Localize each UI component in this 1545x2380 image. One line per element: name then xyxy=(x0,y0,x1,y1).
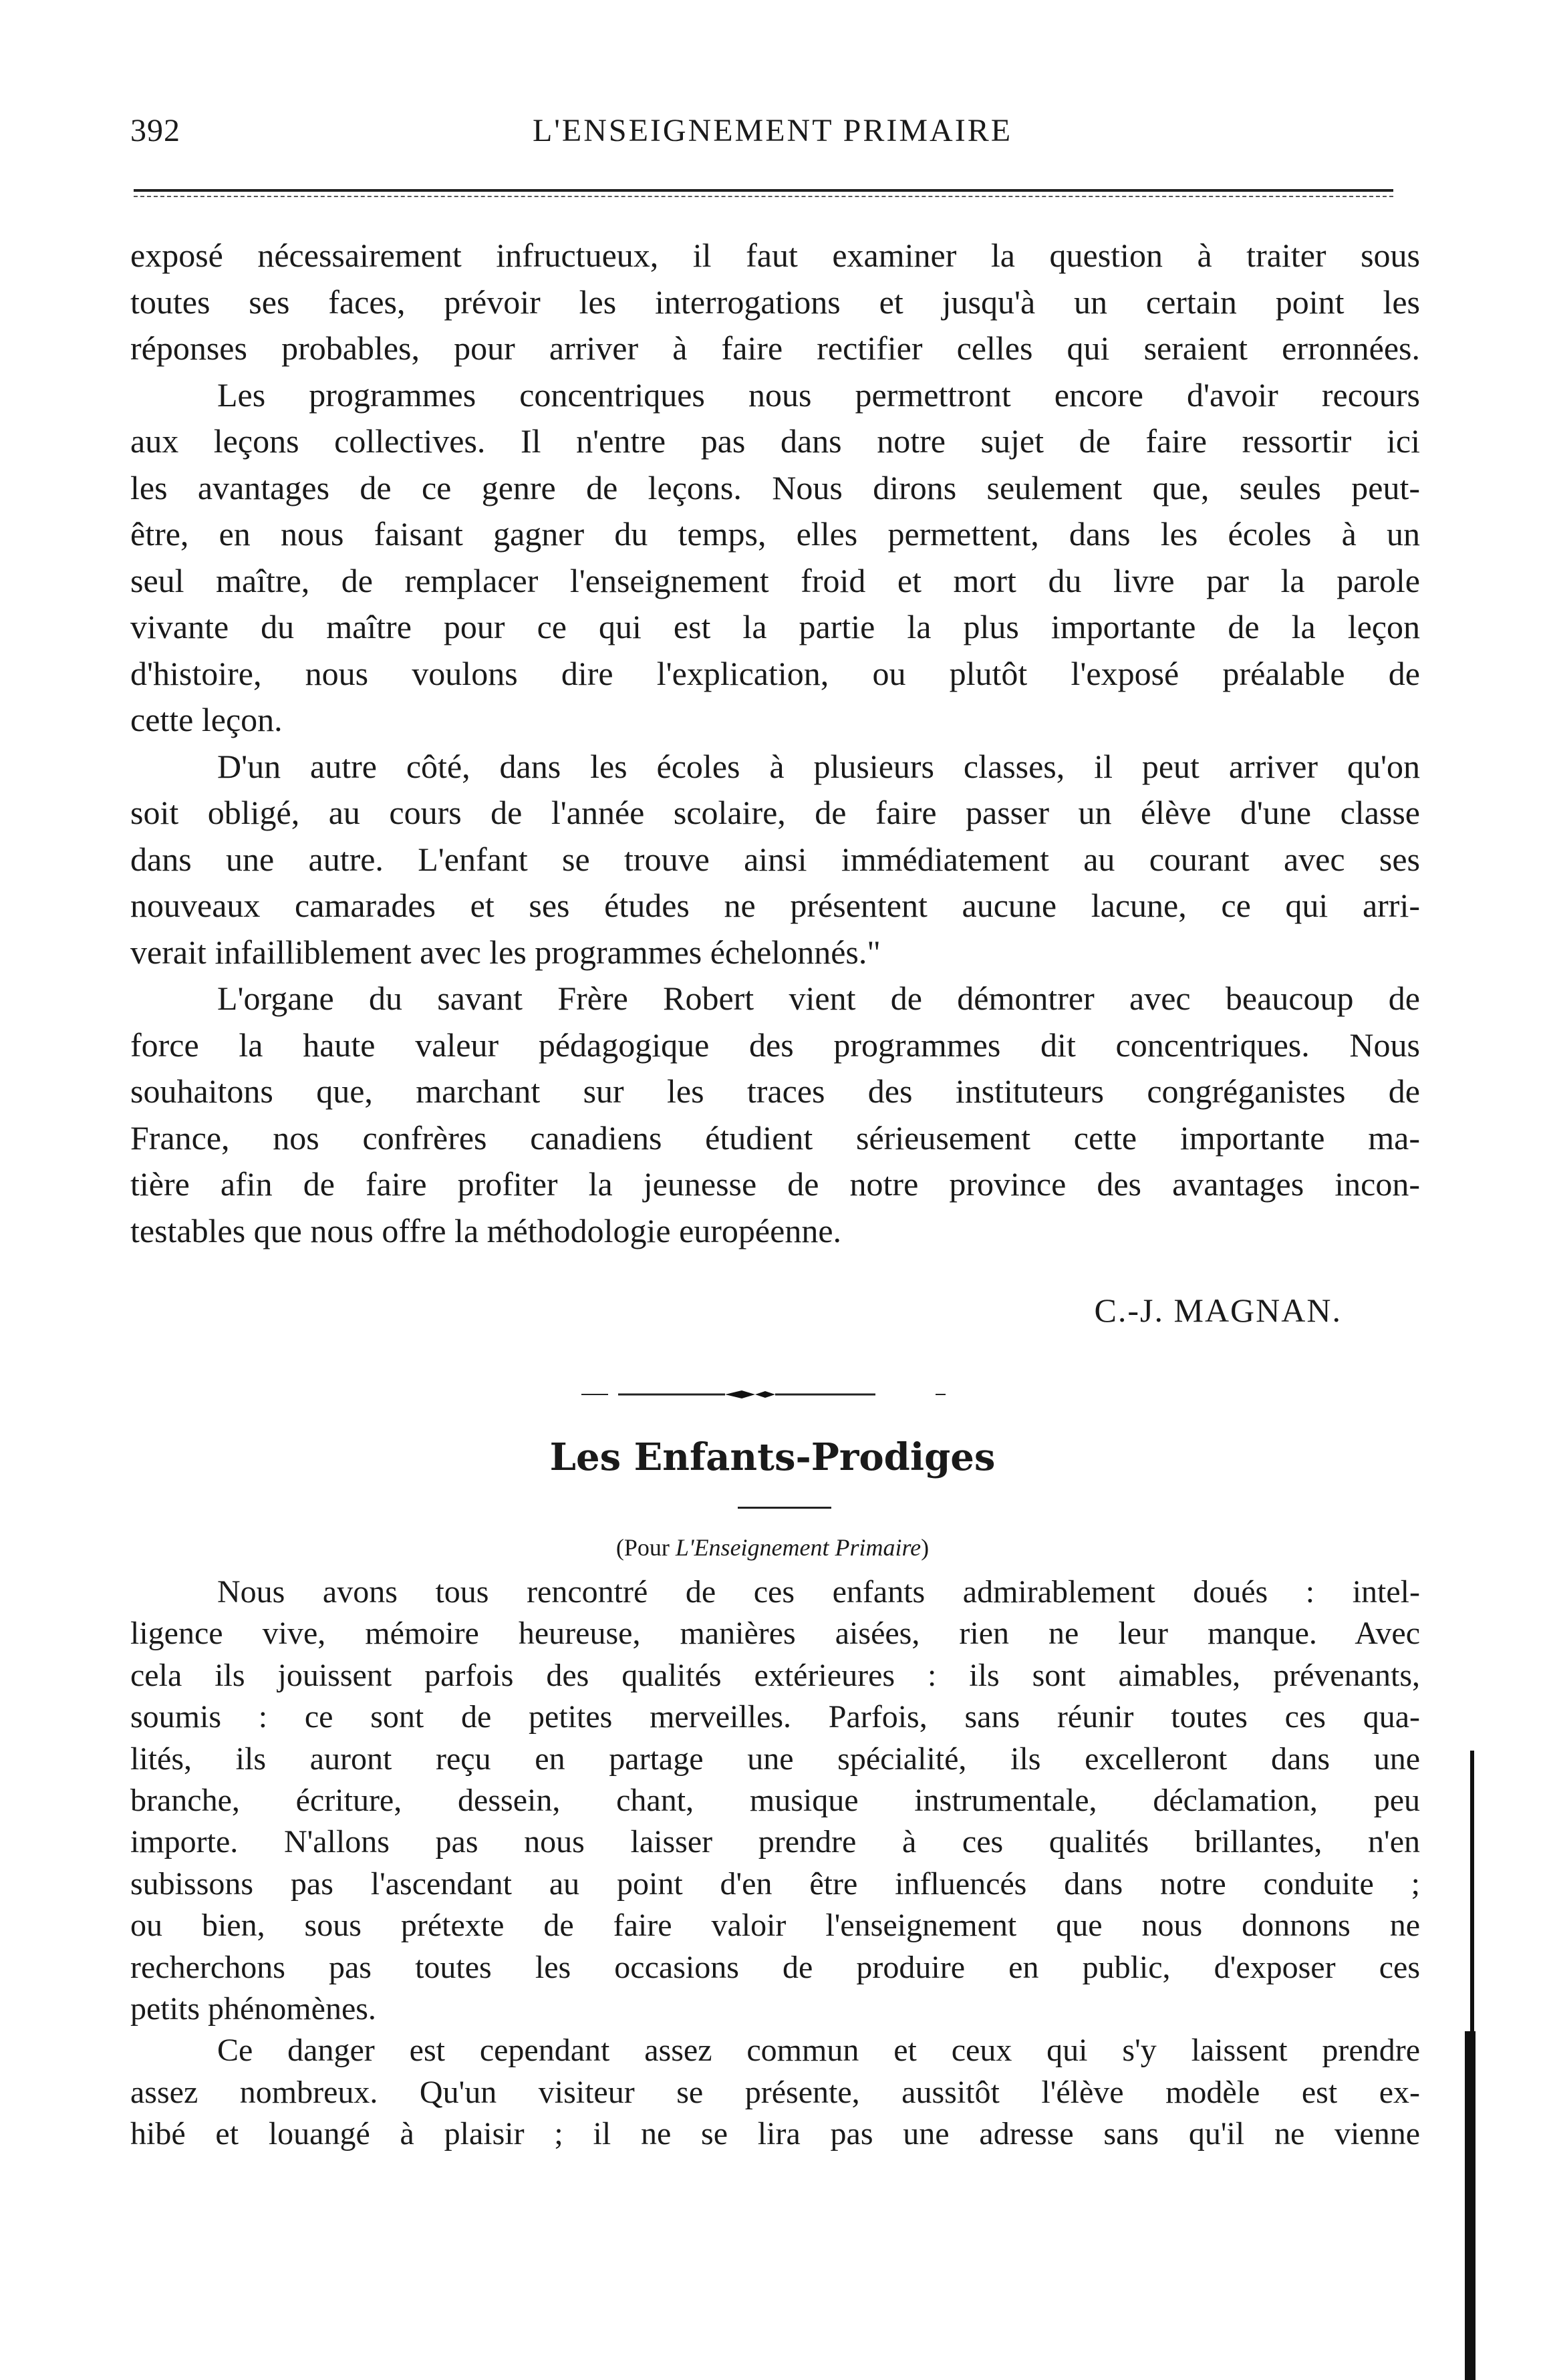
text-line: testables que nous offre la méthodologie européenne. xyxy=(130,1211,842,1249)
article-continuation xyxy=(130,233,1420,1254)
text-line: vivante du maître pour ce qui est la partie la plus importante de la leçon xyxy=(130,608,1420,645)
text-line: Nous avons tous rencontré de ces enfants admirablement doués : intel- xyxy=(217,1574,1420,1610)
text-line: ou bien, sous prétexte de faire valoir l'enseignement que nous donnons ne xyxy=(130,1908,1420,1944)
text-line: dans une autre. L'enfant se trouve ainsi immédiatement au courant avec ses xyxy=(130,840,1420,878)
title-rule xyxy=(738,1507,831,1509)
text-line: hibé et louangé à plaisir ; il ne se lira pas une adresse sans qu'il ne vienne xyxy=(130,2116,1420,2152)
text-line: tière afin de faire profiter la jeunesse de notre province des avantages incon- xyxy=(130,1165,1420,1203)
text-line: les avantages de ce genre de leçons. Nous dirons seulement que, seules peut- xyxy=(130,468,1420,506)
section-subtitle: (Pour L'Enseignement Primaire) xyxy=(615,1534,930,1561)
text-line: assez nombreux. Qu'un visiteur se présente, aussitôt l'élève modèle est ex- xyxy=(130,2074,1420,2110)
text-line: cette leçon. xyxy=(130,701,283,738)
text-line: nouveaux camarades et ses études ne présentent aucune lacune, ce qui arri- xyxy=(130,887,1420,924)
text-line: D'un autre côté, dans les écoles à plusieurs classes, il peut arriver qu'on xyxy=(217,747,1420,785)
text-line: soumis : ce sont de petites merveilles. Parfois, sans réunir toutes ces qua- xyxy=(130,1699,1420,1735)
running-title: L'ENSEIGNEMENT PRIMAIRE xyxy=(532,113,1013,148)
text-line: recherchons pas toutes les occasions de produire en public, d'exposer ces xyxy=(130,1949,1420,1985)
text-line: branche, écriture, dessein, chant, musique instrumentale, déclamation, peu xyxy=(130,1782,1420,1818)
text-line: force la haute valeur pédagogique des programmes dit concentriques. Nous xyxy=(130,1026,1420,1064)
page-number: 392 xyxy=(130,113,180,148)
text-line: réponses probables, pour arriver à faire rectifier celles qui seraient erronnées. xyxy=(130,329,1420,367)
text-line: Ce danger est cependant assez commun et ceux qui s'y laissent prendre xyxy=(217,2033,1420,2069)
text-line: petits phénomènes. xyxy=(130,1990,376,2027)
text-line: souhaitons que, marchant sur les traces des instituteurs congréganistes de xyxy=(130,1072,1420,1110)
text-line: seul maître, de remplacer l'enseignement froid et mort du livre par la parole xyxy=(130,561,1420,599)
text-line: importe. N'allons pas nous laisser prendre à ces qualités brillantes, n'en xyxy=(130,1824,1420,1860)
author-signature: C.-J. MAGNAN. xyxy=(1094,1292,1342,1329)
section-title: Les Enfants-Prodiges xyxy=(549,1435,996,1479)
text-line: d'histoire, nous voulons dire l'explication, ou plutôt l'exposé préalable de xyxy=(130,654,1420,692)
text-line: toutes ses faces, prévoir les interrogations et jusqu'à un certain point les xyxy=(130,283,1420,321)
page-edge-shadow xyxy=(1465,2031,1476,2380)
text-line: verait infailliblement avec les programmes échelonnés." xyxy=(130,933,881,971)
text-line: L'organe du savant Frère Robert vient de démontrer avec beaucoup de xyxy=(217,980,1420,1017)
text-line: aux leçons collectives. Il n'entre pas dans notre sujet de faire ressortir ici xyxy=(130,422,1420,460)
text-line: lités, ils auront reçu en partage une spécialité, ils excelleront dans une xyxy=(130,1741,1420,1777)
text-line: France, nos confrères canadiens étudient sérieusement cette importante ma- xyxy=(130,1119,1420,1157)
section-divider xyxy=(581,1388,956,1400)
article-enfants-prodiges xyxy=(130,1572,1420,2155)
header-rule-dashed xyxy=(134,196,1393,197)
header-rule xyxy=(134,189,1393,192)
text-line: ligence vive, mémoire heureuse, manières aisées, rien ne leur manque. Avec xyxy=(130,1616,1420,1652)
text-line: être, en nous faisant gagner du temps, elles permettent, dans les écoles à un xyxy=(130,515,1420,553)
text-line: soit obligé, au cours de l'année scolaire, de faire passer un élève d'une classe xyxy=(130,794,1420,831)
text-line: exposé nécessairement infructueux, il faut examiner la question à traiter sous xyxy=(130,237,1420,274)
text-line: Les programmes concentriques nous permettront encore d'avoir recours xyxy=(217,376,1420,414)
text-line: cela ils jouissent parfois des qualités extérieures : ils sont aimables, prévenants, xyxy=(130,1657,1420,1693)
text-line: subissons pas l'ascendant au point d'en être influencés dans notre conduite ; xyxy=(130,1866,1420,1902)
